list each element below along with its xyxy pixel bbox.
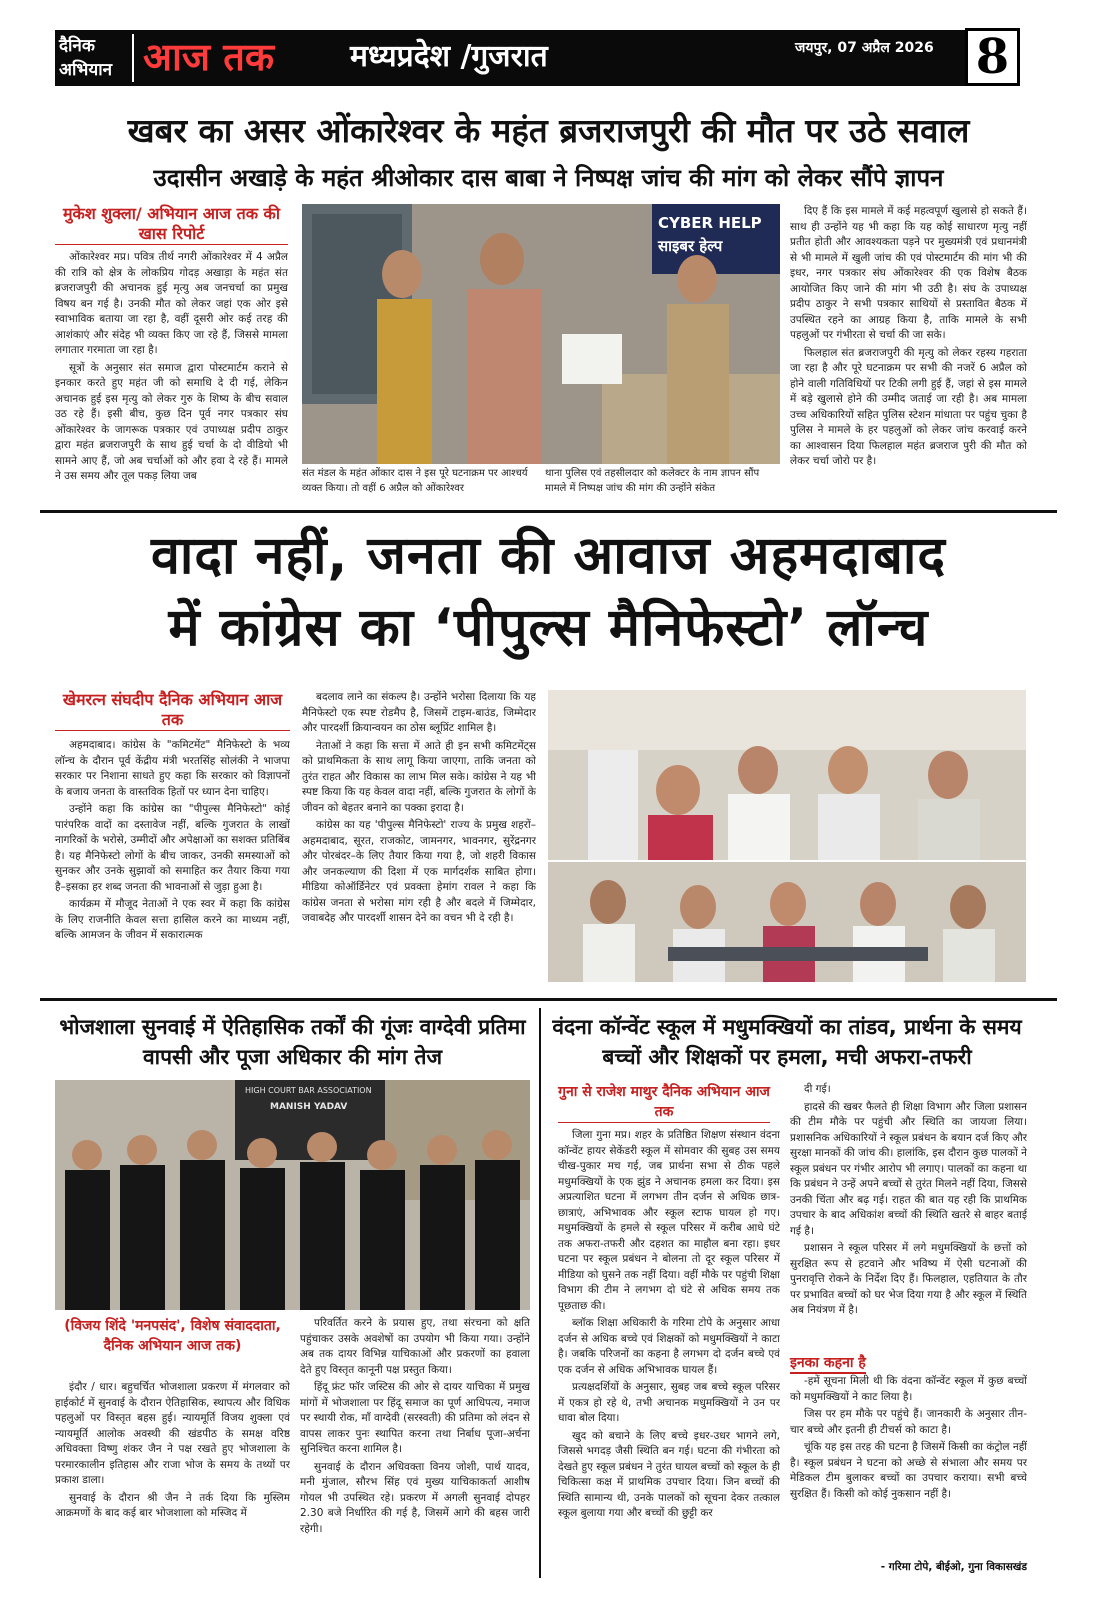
story2-headline [40, 520, 1057, 664]
story2-photo-bottom-art [548, 862, 1026, 982]
story4-quote-p3: चूंकि यह इस तरह की घटना है जिसमें किसी का कंट्रोल नहीं है। स्कूल प्रबंधन ने घटना को अच्छे से संभाला और समय पर मेडिकल टीम बुलाकर बच्चों का उपचार कराया। सभी बच्चे सुरक्षित हैं। किसी को कोई नुकसान नहीं है। [790, 1441, 1027, 1500]
story1-col3-p1: दिए हैं कि इस मामले में कई महत्वपूर्ण खुलासे हो सकते हैं। साथ ही उन्होंने यह भी कहा कि यह कोई साधारण मृत्यु नहीं प्रतीत होती और आवश्यकता पड़ने पर मुख्यमंत्री एवं प्रधानमंत्री से भी मामले में खुली जांच की एवं पोस्टमार्टम की मांग भी की इधर, नगर पत्रकार संघ ओंकारेश्वर की एक विशेष बैठक आयोजित किए जाने की मांग भी उठी है। संघ के उपाध्यक्ष प्रदीप ठाकुर ने सभी पत्रकार साथियों से प्रस्तावित बैठक में उपस्थित रहने का आग्रह किया है, ताकि मामले के सभी पहलुओं पर गंभीरता से चर्चा की जा सके। [790, 205, 1027, 341]
story3-headline: भोजशाला सुनवाई में ऐतिहासिक तर्कों की गूंजः वाग्देवी प्रतिमा वापसी और पूजा अधिकार की मांग तेज [59, 1015, 526, 1069]
story4-col1-p3: प्रत्यक्षदर्शियों के अनुसार, सुबह जब बच्चे स्कूल परिसर में एकत्र हो रहे थे, तभी अचानक मधुमक्खियों ने उन पर धावा बोल दिया। [558, 1381, 780, 1424]
story2-col1 [55, 738, 290, 978]
story3-photo-sign-line1: HIGH COURT BAR ASSOCIATION [245, 1086, 372, 1095]
story4-col1 [558, 1128, 780, 1578]
story3-col2 [300, 1316, 530, 1576]
story4-quote-label-box [790, 1352, 1027, 1374]
story1-byline: मुकेश शुक्ला/ अभियान आज तक की खास रिपोर्ट [55, 204, 288, 245]
story2-col2 [302, 690, 536, 980]
story4-col2-p3: प्रशासन ने स्कूल परिसर में लगे मधुमक्खियों के छत्तों को सुरक्षित रूप से हटवाने और भविष्य में ऐसी घटनाओं की पुनरावृत्ति रोकने के निर्देश दिए हैं। फिलहाल, एहतियात के तौर पर प्रभावित बच्चों को घर भेज दिया गया है और स्कूल में स्थिति अब नियंत्रण में है। [790, 1242, 1027, 1316]
story2-headline-line2: में कांग्रेस का ‘पीपुल्स मैनिफेस्टो’ लॉन्च [168, 598, 929, 658]
logo-line1: दैनिक [59, 36, 95, 56]
story4-byline: गुना से राजेश माथुर दैनिक अभियान आज तक [558, 1082, 770, 1123]
rule-story1 [40, 510, 1057, 513]
story1-caption-left: संत मंडल के महंत ओंकार दास ने इस पूरे घटनाक्रम पर आश्चर्य व्यक्त किया। तो वहीं 6 अप्रैल को ओंकारेश्वर [302, 468, 528, 494]
story4-headline: वंदना कॉन्वेंट स्कूल में मधुमक्खियों का तांडव, प्रार्थना के समय बच्चों और शिक्षकों पर हमला, मची अफरा-तफरी [552, 1015, 1022, 1069]
story3-byline: (विजय शिंदे 'मनपसंद', विशेष संवाददाता, दैनिक अभियान आज तक) [64, 1318, 281, 1354]
story2-col2-p3: कांग्रेस का यह 'पीपुल्स मैनिफेस्टो' राज्य के प्रमुख शहरों–अहमदाबाद, सूरत, राजकोट, जामनगर, भावनगर, सुरेंद्रनगर और पोरबंदर–के लिए तैयार किया गया है, जो शहरी विकास और जनकल्याण की दिशा में एक मार्गदर्शक साबित होगा। मीडिया कोऑर्डिनेटर एवं प्रवक्ता हेमांग रावल ने कहा कि कांग्रेस जनता से भरोसा मांग रही है और बदले में जिम्मेदार, जवाबदेह और पारदर्शी शासन देने का वचन भी दे रही है। [302, 819, 536, 924]
story1-photo-sign2: साइबर हेल्प [658, 237, 723, 255]
story2-col2-p2: नेताओं ने कहा कि सत्ता में आते ही इन सभी कमिटमेंट्स को प्राथमिकता के साथ लागू किया जाएगा, ताकि जनता को तुरंत राहत और विकास का लाभ मिल सके। कांग्रेस ने यह भी स्पष्ट किया कि यह केवल वादा नहीं, बल्कि गुजरात के लोगों के जीवन को बेहतर बनाने का पक्का इरादा है। [302, 739, 536, 814]
story1-col1-p1: ओंकारेश्वर मप्र। पवित्र तीर्थ नगरी ओंकारेश्वर में 4 अप्रैल की रात्रि को क्षेत्र के लोकप्रिय गोदड़ अखाड़ा के महंत संत ब्रजराजपुरी की अचानक हुई मृत्यु अब जनचर्चा का प्रमुख विषय बन गई है। उनकी मौत को लेकर जहां एक ओर इसे स्वाभाविक बताया जा रहा है, वहीं दूसरी ओर कई तरह की आशंकाएं और संदेह भी व्यक्त किए जा रहे हैं, जिससे मामला लगातार गरमाता जा रहा है। [55, 251, 288, 356]
story2-photo-top [548, 690, 1026, 860]
story1-col3 [790, 204, 1027, 496]
story4-quote-signature: - गरिमा टोपे, बीईओ, गुना विकासखंड [880, 1561, 1027, 1573]
rule-story2 [40, 998, 1057, 1001]
dateline: जयपुर, 07 अप्रैल 2026 [795, 40, 934, 56]
story1-col3-p2: फिलहाल संत ब्रजराजपुरी की मृत्यु को लेकर रहस्य गहराता जा रहा है और पूरे घटनाक्रम पर सभी की नजरें 6 अप्रैल को होने वाली गतिविधियों पर टिकी लगी हुई हैं, जहां से इस मामले में बड़े खुलासे होने की उम्मीद जताई जा रही है। अब मामला उच्च अधिकारियों सहित पुलिस स्टेशन मांधाता पर पहुंच चुका है पुलिस ने मामले के हर पहलुओं को लेकर जांच करवाई करने का आश्वासन दिया फिलहाल महंत ब्रजराज पुरी की मौत को लेकर चर्चा जोरो पर है। [790, 346, 1027, 467]
story1-col1 [55, 250, 288, 495]
story3-photo [55, 1080, 530, 1310]
story2-byline: खेमरत्न संघदीप दैनिक अभियान आज तक [55, 690, 290, 731]
story3-col1-p1: इंदौर / धार। बहुचर्चित भोजशाला प्रकरण में मंगलवार को हाईकोर्ट में सुनवाई के दौरान ऐतिहासिक, स्थापत्य और विधिक पहलुओं पर विस्तृत बहस हुई। न्यायमूर्ति विजय शुक्ला एवं न्यायमूर्ति आलोक अवस्थी की खंडपीठ के समक्ष वरिष्ठ अधिवक्ता विष्णु शंकर जैन ने पक्ष रखते हुए भोजशाला के परमारकालीन इतिहास और राजा भोज के समय के तथ्यों पर प्रकाश डाला। [55, 1381, 290, 1486]
story2-photo-bottom [548, 862, 1026, 982]
story2-col1-p1: अहमदाबाद। कांग्रेस के "कमिटमेंट" मैनिफेस्टो के भव्य लॉन्च के दौरान पूर्व केंद्रीय मंत्री भरतसिंह सोलंकी ने भाजपा सरकार पर निशाना साधते हुए कहा कि सरकार को विज्ञापनों के बजाय जनता के वास्तविक हितों पर ध्यान देना चाहिए। [55, 739, 290, 798]
page-number: 8 [965, 28, 1020, 86]
story3-col2-p2: हिंदू फ्रंट फॉर जस्टिस की ओर से दायर याचिका में प्रमुख मांगों में भोजशाला पर हिंदू समाज का पूर्ण आधिपत्य, नमाज पर स्थायी रोक, माँ वाग्देवी (सरस्वती) की प्रतिमा को लंदन से वापस लाकर पुनः स्थापित करना तथा निर्बाध पूजा-अर्चना सुनिश्चित करना शामिल है। [300, 1381, 530, 1455]
story4-col1-p1: जिला गुना मप्र। शहर के प्रतिष्ठित शिक्षण संस्थान वंदना कॉन्वेंट हायर सेकेंडरी स्कूल में सोमवार की सुबह उस समय चीख-पुकार मच गई, जब प्रार्थना सभा से ठीक पहले मधुमक्खियों के एक झुंड ने अचानक हमला कर दिया। इस अप्रत्याशित घटना में लगभग तीन दर्जन से अधिक छात्र-छात्राएं, अभिभावक और स्कूल स्टाफ घायल हो गए। मधुमक्खियों के हमले से स्कूल परिसर में करीब आधे घंटे तक अफरा-तफरी और दहशत का माहौल बना रहा। इधर घटना पर स्कूल प्रबंधन ने बोलना तो दूर स्कूल परिसर में मीडिया को घुसने तक नहीं दिया। वहीं मौके पर पहुंची शिक्षा विभाग की टीम ने लगभग दो घंटे से अधिक समय तक पूछताछ की। [558, 1129, 780, 1312]
story2-col1-p3: कार्यक्रम में मौजूद नेताओं ने एक स्वर में कहा कि कांग्रेस के लिए राजनीति केवल सत्ता हासिल करने का माध्यम नहीं, बल्कि आमजन के जीवन में सकारात्मक [55, 898, 290, 941]
story2-headline-line1: वादा नहीं, जनता की आवाज अहमदाबाद [150, 526, 947, 586]
story3-col1 [55, 1380, 290, 1575]
story2-photo-top-art [548, 690, 1026, 860]
story1-byline-box [55, 204, 288, 245]
masthead-logo-main: आज तक [143, 34, 275, 79]
story4-quote-p1: -हमें सूचना मिली थी कि वंदना कॉन्वेंट स्कूल में कुछ बच्चों को मधुमक्खियों ने काट लिया है। [790, 1375, 1027, 1403]
section-title: मध्यप्रदेश /गुजरात [350, 39, 548, 74]
story1-col1-p2: सूत्रों के अनुसार संत समाज द्वारा पोस्टमार्टम कराने से इनकार करते हुए महंत जी को समाधि दे दी गई, लेकिन अचानक हुई इस मृत्यु को लेकर गुरु के शिष्य के बीच सवाल उठ रहे हैं। इसी बीच, कुछ दिन पूर्व नगर पत्रकार संघ ओंकारेश्वर के जागरूक पत्रकार एवं उपाध्यक्ष प्रदीप ठाकुर द्वारा महंत ब्रजराजपुरी के साथ हुई चर्चा के दो वीडियो भी सामने आए हैं, जो अब चर्चाओं को और हवा दे रहे हैं। मामले ने उस समय और तूल पकड़ लिया जब [55, 361, 288, 482]
story3-col2-p3: सुनवाई के दौरान अधिवक्ता विनय जोशी, पार्थ यादव, मनी मुंजाल, सौरभ सिंह एवं मुख्य याचिकाकर्ता आशीष गोयल भी उपस्थित रहे। प्रकरण में अगली सुनवाई दोपहर 2.30 बजे निर्धारित की गई है, जिसमें आगे की बहस जारी रहेगी। [300, 1460, 530, 1535]
story1-subheadline: उदासीन अखाड़े के महंत श्रीओकार दास बाबा ने निष्पक्ष जांच की मांग को लेकर सौंपे ज्ञापन [153, 164, 944, 192]
story4-col1-p2: ब्लॉक शिक्षा अधिकारी के गरिमा टोपे के अनुसार आधा दर्जन से अधिक बच्चे एवं शिक्षकों को मधुमक्खियों ने काटा है। जबकि परिजनों का कहना है लगभग दो दर्जन बच्चे एवं एक दर्जन से अधिक अभिभावक घायल हैं। [558, 1317, 780, 1376]
story4-col2-p1: दी गई। [804, 1083, 831, 1095]
story3-col1-p2: सुनवाई के दौरान श्री जैन ने तर्क दिया कि मुस्लिम आक्रमणों के बाद कई बार भोजशाला को मस्जिद में [55, 1491, 290, 1519]
story1-photo-sign: CYBER HELP [658, 214, 762, 232]
story4-quote [790, 1374, 1027, 1559]
story4-col1-p4: खुद को बचाने के लिए बच्चे इधर-उधर भागने लगे, जिससे भगदड़ जैसी स्थिति बन गई। घटना की गंभीरता को देखते हुए स्कूल प्रबंधन ने तुरंत घायल बच्चों को स्कूल के ही चिकित्सा कक्ष में प्राथमिक उपचार दिया। जिन बच्चों की स्थिति सामान्य थी, उनके पालकों को सूचना देकर तत्काल स्कूल बुलाया गया और बच्चों की छुट्टी कर [558, 1429, 780, 1519]
story3-photo-art [55, 1080, 530, 1310]
masthead-divider [132, 34, 134, 82]
story4-col2-p2: हादसे की खबर फैलते ही शिक्षा विभाग और जिला प्रशासन की टीम मौके पर पहुंची और स्थिति का जायजा लिया। प्रशासनिक अधिकारियों ने स्कूल प्रबंधन के बयान दर्ज किए और सुरक्षा मानकों की जांच की। हालांकि, इस दौरान कुछ पालकों ने स्कूल प्रबंधन पर गंभीर आरोप भी लगाए। पालकों का कहना था कि प्रबंधन ने उन्हें अपने बच्चों से तुरंत मिलने नहीं दिया, जिससे उनकी चिंता और बढ़ गई। राहत की बात यह रही कि प्राथमिक उपचार के बाद अधिकांश बच्चों की स्थिति खतरे से बाहर बताई गई है। [790, 1100, 1027, 1237]
logo-line2: अभियान [59, 60, 113, 80]
story3-col2-p1: परिवर्तित करने के प्रयास हुए, तथा संरचना को क्षति पहुंचाकर उसके अवशेषों का उपयोग भी किया गया। उन्होंने अब तक दायर विभिन्न याचिकाओं और प्रकरणों का हवाला देते हुए विस्तृत कानूनी पक्ष प्रस्तुत किया। [300, 1317, 530, 1376]
story3-photo-sign-line2: MANISH YADAV [270, 1102, 348, 1112]
masthead-logo [56, 31, 130, 85]
story1-headline: खबर का असर ओंकारेश्वर के महंत ब्रजराजपुरी की मौत पर उठे सवाल [127, 111, 970, 150]
story2-byline-box [55, 690, 290, 731]
story1-caption-right: थाना पुलिस एवं तहसीलदार को कलेक्टर के नाम ज्ञापन सौंप मामले में निष्पक्ष जांच की मांग की उन्होंने संकेत [545, 468, 760, 494]
story4-quote-label: इनका कहना है [790, 1353, 866, 1374]
story4-quote-p2: जिस पर हम मौके पर पहुंचे हैं। जानकारी के अनुसार तीन-चार बच्चे और इतनी ही टीचर्स को काटा है। [790, 1408, 1027, 1436]
story4-col2 [790, 1082, 1027, 1347]
story4-byline-box [558, 1082, 770, 1123]
story2-col1-p2: उन्होंने कहा कि कांग्रेस का "पीपुल्स मैनिफेस्टो" कोई पारंपरिक वादों का दस्तावेज नहीं, बल्कि गुजरात के लाखों नागरिकों के भरोसे, उम्मीदों और अपेक्षाओं का सशक्त प्रतिबिंब है। यह मैनिफेस्टो लोगों के बीच जाकर, उनकी समस्याओं को सुनकर और उनके सुझावों को समाहित कर तैयार किया गया है–इसका हर शब्द जनता की भावनाओं से जुड़ा हुआ है। [55, 803, 290, 893]
rule-vertical [539, 1008, 541, 1578]
story2-col2-p1: बदलाव लाने का संकल्प है। उन्होंने भरोसा दिलाया कि यह मैनिफेस्टो एक स्पष्ट रोडमैप है, जिसमें टाइम-बाउंड, जिम्मेदार और पारदर्शी क्रियान्वयन का ठोस ब्लूप्रिंट शामिल है। [302, 691, 536, 734]
story3-byline-box [55, 1316, 290, 1356]
story1-photo [302, 204, 780, 464]
